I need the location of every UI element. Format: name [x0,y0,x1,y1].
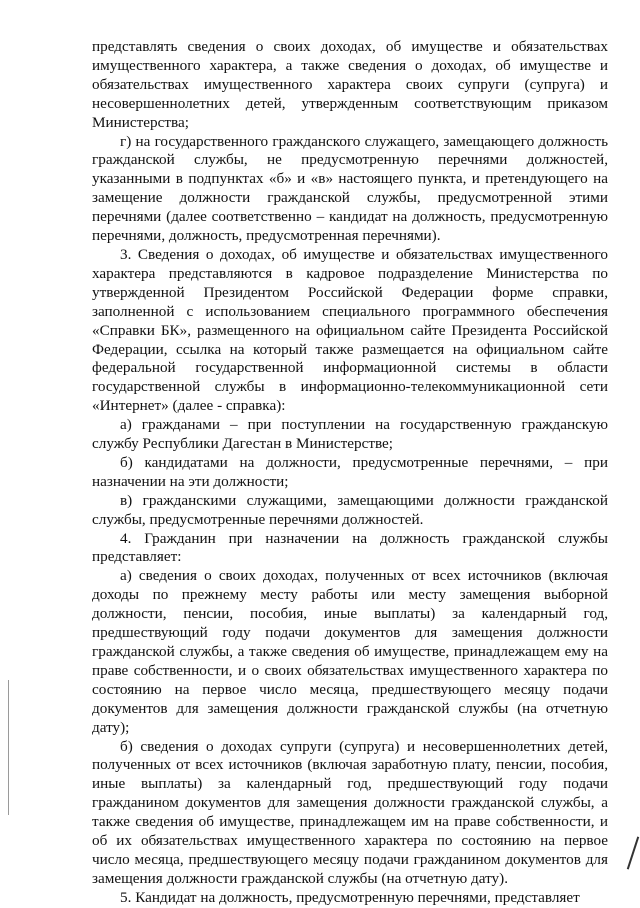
paragraph-section-3: 3. Сведения о доходах, об имуществе и обязательствах имущественного характера представляются в кадровое подразделение Министерства по утвержденной Президентом Российской Федерации форме справки, заполненной с использованием специального программного обеспечения «Справки БК», размещенного на официальном сайте Президента Российской Федерации, ссылка на который также размещается на официальном сайте федеральной государственной информационной системы в области государственной службы в информационно-телекоммуникационной сети «Интернет» (далее - справка): [92,245,608,415]
scan-margin-line [8,680,9,815]
paragraph-item-g: г) на государственного гражданского служащего, замещающего должность гражданской службы, не предусмотренную перечнями должностей, указанными в подпунктах «б» и «в» настоящего пункта, и претендующего на замещение должности гражданской службы, предусмотренной этими перечнями (далее соответственно – кандидат на должность, предусмотренную перечнями, должность, предусмотренная перечнями). [92,132,608,245]
paragraph-section-5: 5. Кандидат на должность, предусмотренную перечнями, представляет [120,888,580,906]
scan-edge-mark [627,837,639,870]
paragraph-continuation: представлять сведения о своих доходах, об имуществе и обязательствах имущественного характера, а также сведения о доходах, об имуществе и обязательствах имущественного характера своих супруги (супруга) и несовершеннолетних детей, утвержденным соответствующим приказом Министерства; [92,38,608,131]
paragraph-item-a: а) гражданами – при поступлении на государственную гражданскую службу Республики Дагестан в Министерстве; [92,416,608,453]
paragraph-section-4-item-b: б) сведения о доходах супруги (супруга) и несовершеннолетних детей, полученных от всех источников (включая заработную плату, пенсии, пособия, иные выплаты) за календарный год, предшествующий году подачи гражданином документов для замещения должности гражданской службы, а также сведения об имуществе, принадлежащем им на праве собственности, и об их обязательствах имущественного характера по состоянию на первое число месяца, предшествующего месяцу подачи гражданином документов для замещения должности гражданской службы (на отчетную дату). [92,737,608,887]
document-page [92,38,608,908]
paragraph-section-4: 4. Гражданин при назначении на должность гражданской службы представляет: [92,529,608,566]
paragraph-section-4-item-a: а) сведения о своих доходах, полученных от всех источников (включая доходы по прежнему месту работы или месту замещения выборной должности, пенсии, пособия, иные выплаты) за календарный год, предшествующий году подачи документов для замещения должности гражданской службы, а также сведения об имуществе, принадлежащем ему на праве собственности, и о своих обязательствах имущественного характера по состоянию на первое число месяца, предшествующего месяцу подачи документов для замещения должности гражданской службы (на отчетную дату); [92,567,608,736]
paragraph-item-b: б) кандидатами на должности, предусмотренные перечнями, – при назначении на эти должности; [92,453,608,490]
paragraph-item-v: в) гражданскими служащими, замещающими должности гражданской службы, предусмотренные перечнями должностей. [92,491,608,528]
